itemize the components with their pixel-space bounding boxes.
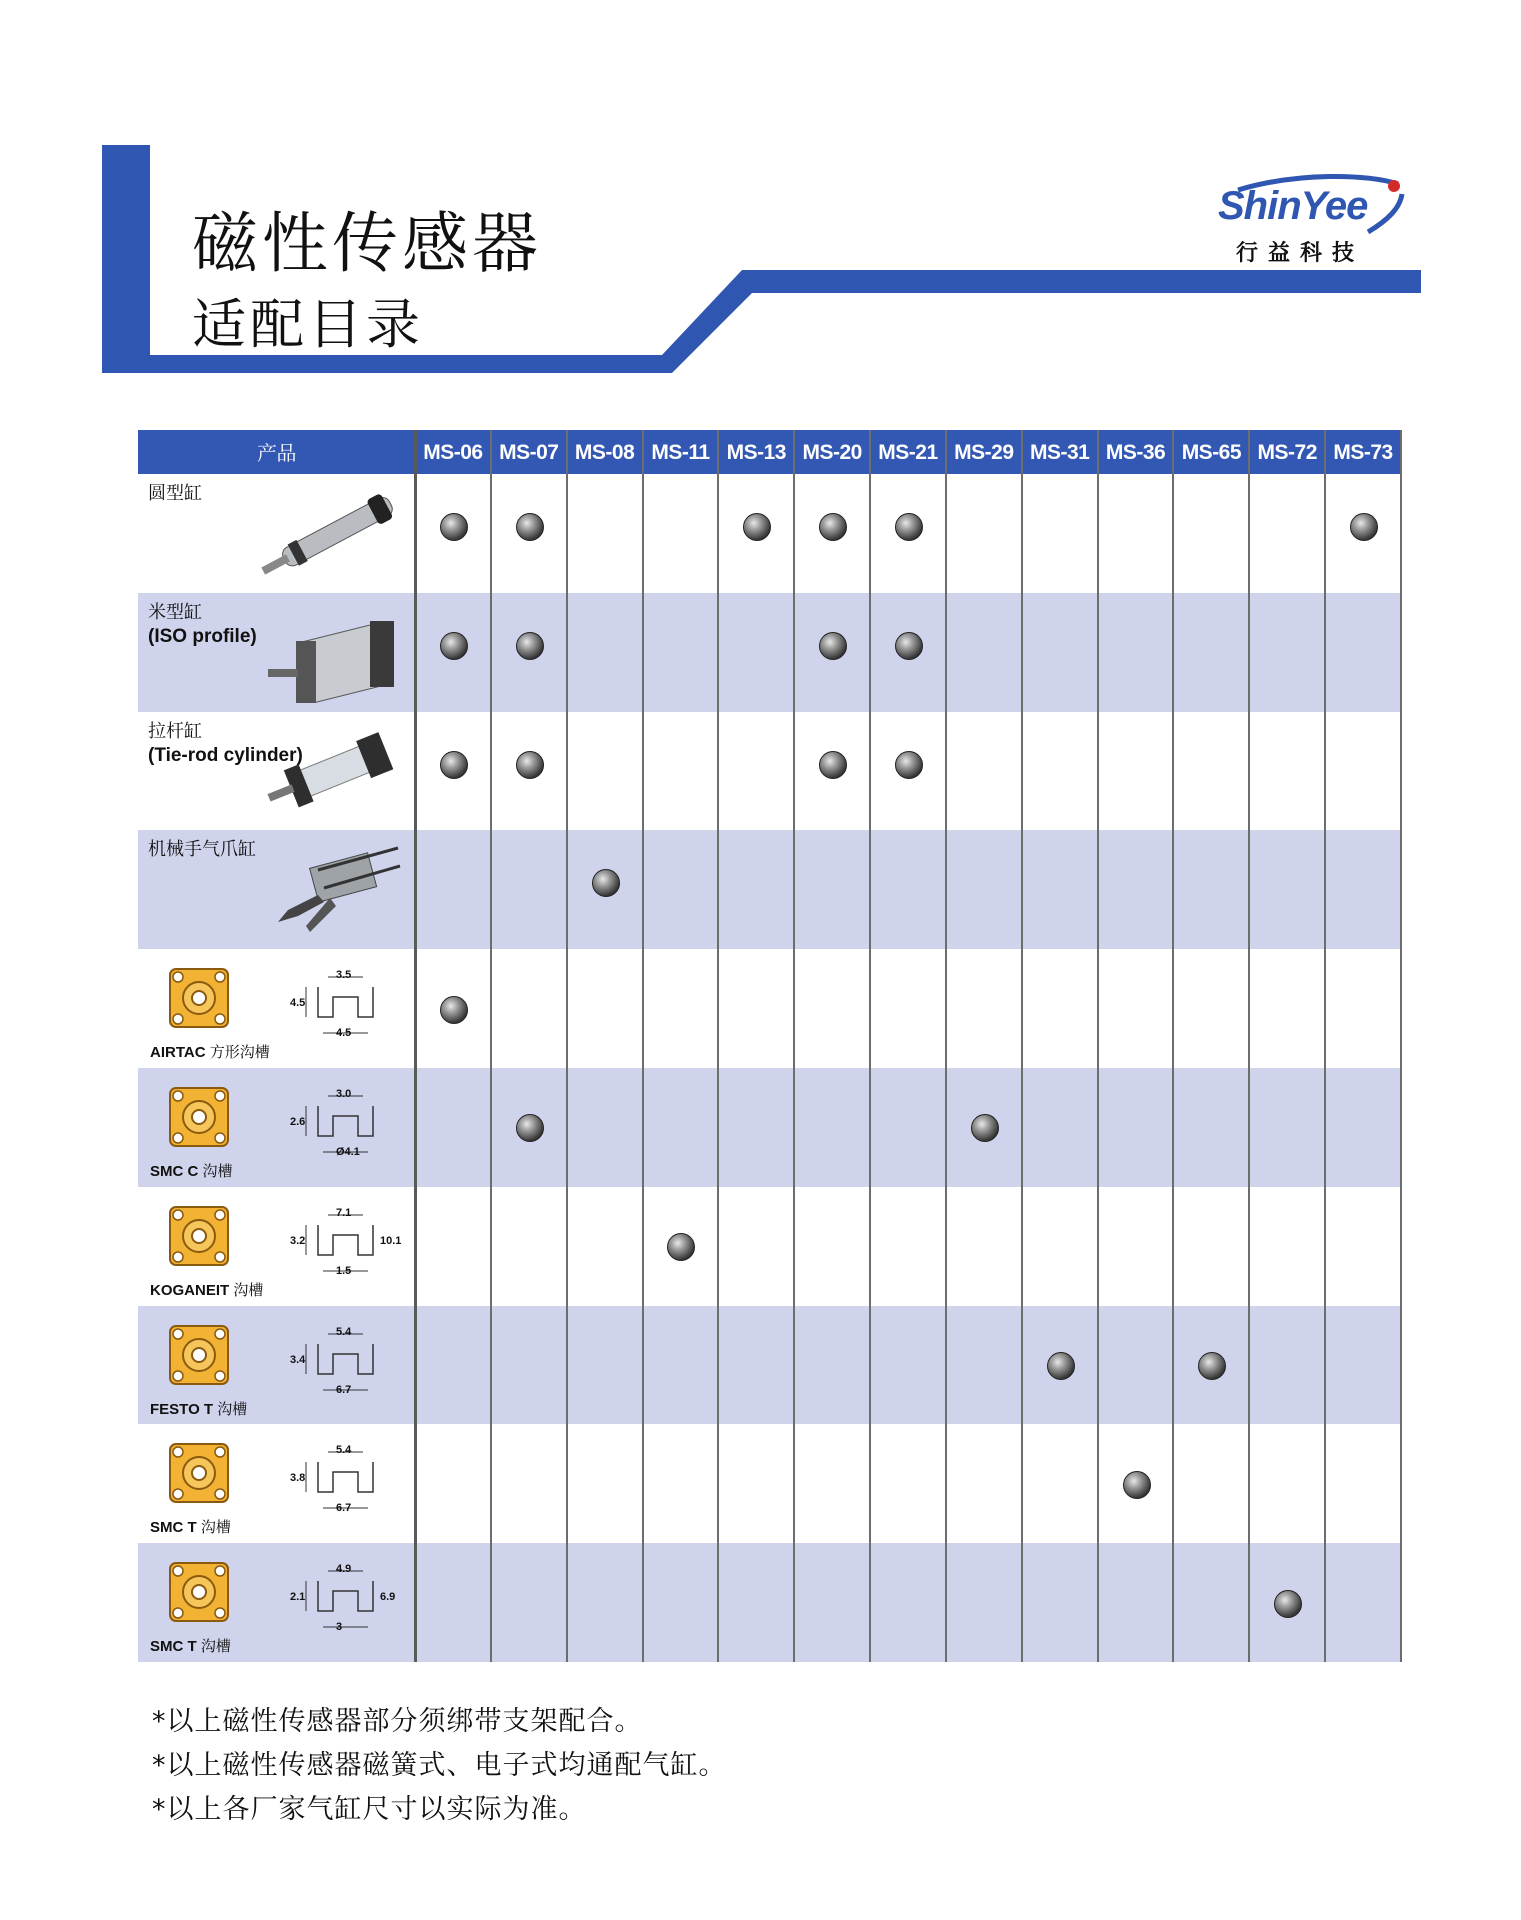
gripper-cylinder-photo [258,840,408,944]
column-divider [414,430,417,1662]
product-column-header: 产品 [257,441,296,465]
koganeit-profile-icon [164,1201,234,1275]
dimension-label: 5.4 [336,1444,352,1457]
dimension-label: 1.5 [336,1264,352,1277]
groove-label [150,1279,263,1300]
page-title: 磁性传感器 [192,205,542,282]
groove-type: 沟槽 [233,1280,264,1299]
tie-rod-cylinder-photo [258,722,408,826]
groove-type: 沟槽 [217,1399,248,1418]
match-dot [440,632,468,660]
dimension-label: 6.7 [336,1502,352,1515]
airtac-profile-icon [164,963,234,1037]
dimension-label: 5.4 [336,1325,352,1338]
dimension-label: 4.5 [290,997,306,1010]
compatibility-table [138,430,1401,1662]
model-header-ms-21: MS-21 [878,441,938,464]
column-divider [642,430,644,1662]
dimension-label: 4.5 [336,1027,352,1040]
groove-label [150,1398,247,1419]
groove-dimension-drawing [288,967,398,1047]
groove-dimension-drawing [288,1561,398,1641]
match-dot [819,632,847,660]
column-divider [1172,430,1174,1662]
model-header-ms-11: MS-11 [651,441,710,464]
model-header-ms-65: MS-65 [1181,441,1242,464]
dimension-label: 3.0 [336,1088,352,1100]
match-dot [516,751,544,779]
column-divider [945,430,947,1662]
model-header-ms-06: MS-06 [423,441,483,464]
groove-brand: FESTO T [150,1400,218,1418]
festo-t-profile-icon [164,1320,234,1394]
dimension-label: 2.6 [290,1116,306,1128]
smc-t-profile-icon-2 [164,1557,234,1631]
match-dot [592,869,620,897]
groove-label [150,1041,270,1062]
groove-label [150,1516,231,1537]
column-divider [869,430,871,1662]
column-divider [793,430,795,1662]
logo-brand: ShinYee [1218,184,1368,228]
match-dot [440,513,468,541]
column-divider [490,430,492,1662]
match-dot [440,996,468,1024]
dimension-label: 3.2 [290,1234,306,1247]
table-header [138,430,1401,474]
groove-label [150,1635,231,1656]
row-label-cn: 米型缸 [148,601,202,623]
column-divider [566,430,568,1662]
groove-dimension-drawing [288,1442,398,1522]
row-label [148,838,256,862]
dimension-label: 10.1 [380,1234,402,1247]
row-label [148,601,257,649]
dimension-label: 3.8 [290,1472,306,1485]
groove-label [150,1160,233,1181]
dimension-label: 6.7 [336,1383,352,1396]
brand-logo [1218,172,1414,272]
column-divider [1097,430,1099,1662]
groove-dimension-drawing [288,1205,402,1285]
dimension-label: 4.9 [336,1563,352,1576]
model-header-ms-29: MS-29 [954,441,1014,464]
dimension-label: 3 [336,1621,343,1634]
groove-brand: SMC T [150,1638,201,1656]
match-dot [895,751,923,779]
groove-dimension-drawing [288,1086,398,1166]
column-divider [717,430,719,1662]
model-header-ms-73: MS-73 [1333,441,1393,464]
match-dot [516,513,544,541]
iso-profile-cylinder-photo [258,603,408,707]
match-dot [1123,1471,1151,1499]
dimension-label: 6.9 [380,1591,396,1604]
model-header-ms-36: MS-36 [1105,441,1166,464]
groove-type: 沟槽 [200,1518,231,1537]
match-dot [895,632,923,660]
dimension-label: 3.4 [290,1353,306,1366]
page-subtitle: 适配目录 [192,293,424,356]
model-header-ms-08: MS-08 [574,441,635,464]
model-header-ms-13: MS-13 [726,441,786,464]
row-label-en: (ISO profile) [148,625,257,647]
groove-brand: KOGANEIT [150,1281,234,1299]
model-header-ms-20: MS-20 [802,441,862,464]
note-line: *以上磁性传感器部分须绑带支架配合。 [152,1706,643,1737]
dimension-label: 7.1 [336,1206,352,1219]
round-cylinder-photo [258,484,408,588]
model-header-ms-72: MS-72 [1257,441,1317,464]
match-dot [516,1114,544,1142]
notes [152,1700,727,1832]
smc-c-profile-icon [164,1082,234,1156]
match-dot [819,513,847,541]
logo-chinese: 行益科技 [1236,241,1365,266]
row-label-cn: 拉杆缸 [148,720,202,742]
match-dot [895,513,923,541]
column-divider [1021,430,1023,1662]
match-dot [1047,1352,1075,1380]
column-divider [1400,430,1402,1662]
groove-type: 沟槽 [200,1637,231,1656]
match-dot [516,632,544,660]
match-dot [1350,513,1378,541]
row-label-cn: 机械手气爪缸 [148,839,256,861]
groove-brand: AIRTAC [150,1044,210,1062]
model-header-ms-31: MS-31 [1030,441,1090,464]
match-dot [1274,1590,1302,1618]
match-dot [819,751,847,779]
groove-brand: SMC C [150,1163,203,1180]
row-label-en: (Tie-rod cylinder) [148,744,303,766]
column-divider [1324,430,1326,1662]
note-line: *以上磁性传感器磁簧式、电子式均通配气缸。 [152,1750,727,1781]
column-divider [1248,430,1250,1662]
groove-type: 沟槽 [202,1162,233,1180]
dimension-label: 3.5 [336,969,352,982]
groove-type: 方形沟槽 [209,1043,270,1062]
row-label [148,482,202,506]
smc-t-profile-icon [164,1438,234,1512]
model-header-ms-07: MS-07 [499,441,559,464]
dimension-label: Ø4.1 [336,1146,360,1158]
note-line: *以上各厂家气缸尺寸以实际为准。 [152,1794,587,1825]
dimension-label: 2.1 [290,1591,306,1604]
groove-dimension-drawing [288,1324,398,1404]
row-label-cn: 圆型缸 [148,483,202,504]
match-dot [440,751,468,779]
groove-brand: SMC T [150,1519,201,1537]
